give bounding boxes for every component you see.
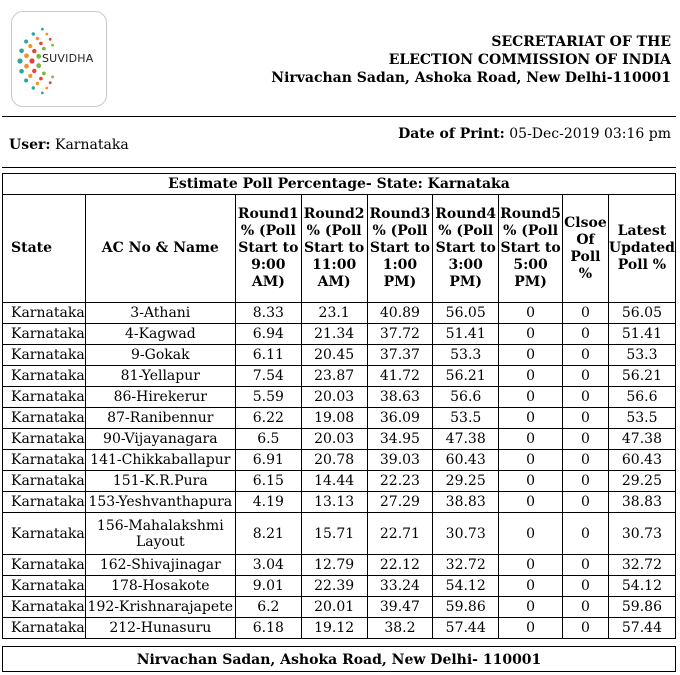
- table-cell: 7.54: [235, 366, 301, 387]
- table-cell: 53.5: [608, 408, 675, 429]
- col-header-state: State: [3, 195, 86, 303]
- logo-dot: [32, 32, 35, 35]
- table-row: [3, 303, 676, 324]
- table-cell: 178-Hosakote: [85, 576, 235, 597]
- logo-dot: [39, 77, 43, 81]
- table-row: [3, 429, 676, 450]
- logo-dot: [42, 72, 46, 76]
- table-row: [3, 513, 676, 555]
- table-cell: 40.89: [367, 303, 433, 324]
- table-cell: 3.04: [235, 555, 301, 576]
- table-cell: 0: [563, 345, 609, 366]
- table-cell: 54.12: [433, 576, 499, 597]
- print-label: Date of Print:: [398, 126, 505, 142]
- table-cell: 0: [563, 429, 609, 450]
- table-cell: 56.6: [433, 387, 499, 408]
- table-cell: 0: [563, 492, 609, 513]
- table-cell: 6.5: [235, 429, 301, 450]
- table-cell: Karnataka: [3, 492, 86, 513]
- col-header-round1: Round1 % (Poll Start to 9:00 AM): [235, 195, 301, 303]
- col-header-latest: Latest Updated Poll %: [608, 195, 675, 303]
- table-cell: 23.87: [301, 366, 367, 387]
- table-cell: 0: [563, 471, 609, 492]
- table-cell: 41.72: [367, 366, 433, 387]
- table-cell: 59.86: [608, 597, 675, 618]
- logo-dot: [36, 82, 39, 85]
- table-cell: Karnataka: [3, 513, 86, 555]
- table-cell: 57.44: [433, 618, 499, 639]
- table-cell: 0: [563, 450, 609, 471]
- logo-dot: [29, 58, 34, 63]
- table-cell: 0: [563, 408, 609, 429]
- table-cell: 6.22: [235, 408, 301, 429]
- table-cell: 32.72: [608, 555, 675, 576]
- table-cell: 51.41: [608, 324, 675, 345]
- user-info: [9, 137, 129, 153]
- org-line-1: SECRETARIAT OF THE: [491, 34, 671, 50]
- table-cell: 34.95: [367, 429, 433, 450]
- table-cell: 37.37: [367, 345, 433, 366]
- logo-dot: [41, 28, 44, 31]
- table-cell: 0: [499, 576, 563, 597]
- print-value: 05-Dec-2019 03:16 pm: [509, 126, 671, 142]
- table-cell: 56.6: [608, 387, 675, 408]
- col-header-round4: Round4 % (Poll Start to 3:00 PM): [433, 195, 499, 303]
- col-header-close: Clsoe Of Poll %: [563, 195, 609, 303]
- table-cell: Karnataka: [3, 408, 86, 429]
- table-cell: Karnataka: [3, 450, 86, 471]
- table-cell: 156-Mahalakshmi Layout: [85, 513, 235, 555]
- table-cell: 51.41: [433, 324, 499, 345]
- table-cell: Karnataka: [3, 366, 86, 387]
- logo-dot: [45, 87, 48, 90]
- table-cell: 153-Yeshvanthapura: [85, 492, 235, 513]
- table-cell: 56.21: [608, 366, 675, 387]
- table-cell: 9.01: [235, 576, 301, 597]
- table-cell: 0: [563, 366, 609, 387]
- table-cell: Karnataka: [3, 324, 86, 345]
- logo-dot: [32, 86, 35, 89]
- table-cell: 21.34: [301, 324, 367, 345]
- table-cell: 39.47: [367, 597, 433, 618]
- table-cell: 13.13: [301, 492, 367, 513]
- table-cell: Karnataka: [3, 345, 86, 366]
- table-cell: 29.25: [433, 471, 499, 492]
- col-header-round5: Round5 % (Poll Start to 5:00 PM): [499, 195, 563, 303]
- table-cell: 57.44: [608, 618, 675, 639]
- logo-dot: [19, 69, 24, 74]
- table-cell: 8.21: [235, 513, 301, 555]
- logo-dot: [32, 49, 36, 53]
- organisation-header: [271, 33, 671, 87]
- table-cell: 0: [563, 576, 609, 597]
- user-label: User:: [9, 137, 51, 153]
- logo-text: SUVIDHA: [42, 52, 94, 65]
- table-cell: 4.19: [235, 492, 301, 513]
- table-cell: Karnataka: [3, 471, 86, 492]
- table-cell: 87-Ranibennur: [85, 408, 235, 429]
- table-cell: 20.03: [301, 387, 367, 408]
- table-cell: 8.33: [235, 303, 301, 324]
- table-cell: 0: [499, 450, 563, 471]
- table-cell: Karnataka: [3, 597, 86, 618]
- table-cell: 0: [499, 513, 563, 555]
- table-cell: 0: [499, 324, 563, 345]
- table-cell: 32.72: [433, 555, 499, 576]
- table-cell: 47.38: [433, 429, 499, 450]
- table-cell: Karnataka: [3, 387, 86, 408]
- table-cell: 0: [499, 471, 563, 492]
- table-cell: 0: [563, 597, 609, 618]
- table-cell: 27.29: [367, 492, 433, 513]
- table-cell: 12.79: [301, 555, 367, 576]
- table-cell: 0: [499, 303, 563, 324]
- table-cell: 4-Kagwad: [85, 324, 235, 345]
- table-cell: 0: [563, 618, 609, 639]
- table-cell: 60.43: [608, 450, 675, 471]
- logo-dot: [17, 58, 22, 63]
- logo-dot: [24, 64, 29, 69]
- logo-dot: [51, 76, 54, 79]
- table-cell: 53.5: [433, 408, 499, 429]
- col-header-round2: Round2 % (Poll Start to 11:00 AM): [301, 195, 367, 303]
- table-row: [3, 492, 676, 513]
- table-header-row: [3, 195, 676, 303]
- table-cell: 15.71: [301, 513, 367, 555]
- table-cell: 54.12: [608, 576, 675, 597]
- footer-address: Nirvachan Sadan, Ashoka Road, New Delhi- 110001: [2, 646, 676, 672]
- table-cell: 6.91: [235, 450, 301, 471]
- table-cell: 47.38: [608, 429, 675, 450]
- table-cell: 23.1: [301, 303, 367, 324]
- logo-dot: [51, 44, 54, 47]
- table-cell: 3-Athani: [85, 303, 235, 324]
- table-cell: 151-K.R.Pura: [85, 471, 235, 492]
- org-line-3: Nirvachan Sadan, Ashoka Road, New Delhi-110001: [271, 70, 671, 86]
- table-cell: 56.05: [608, 303, 675, 324]
- table-cell: 37.72: [367, 324, 433, 345]
- logo-dot: [49, 81, 52, 84]
- table-cell: 30.73: [433, 513, 499, 555]
- table-cell: 6.15: [235, 471, 301, 492]
- table-cell: 192-Krishnarajapete: [85, 597, 235, 618]
- table-row: [3, 576, 676, 597]
- table-cell: 33.24: [367, 576, 433, 597]
- table-cell: 0: [499, 597, 563, 618]
- table-row: [3, 387, 676, 408]
- logo-dot: [32, 69, 36, 73]
- logo-dot: [36, 63, 41, 68]
- table-row: [3, 618, 676, 639]
- logo-dot: [24, 79, 28, 83]
- table-cell: 0: [563, 555, 609, 576]
- table-cell: 0: [499, 387, 563, 408]
- logo-dot: [36, 54, 41, 59]
- table-row: [3, 555, 676, 576]
- table-cell: 39.03: [367, 450, 433, 471]
- logo-dot: [24, 40, 28, 44]
- table-cell: 20.45: [301, 345, 367, 366]
- table-row: [3, 324, 676, 345]
- logo-dot: [28, 74, 32, 78]
- table-cell: Karnataka: [3, 555, 86, 576]
- table-cell: 53.3: [433, 345, 499, 366]
- table-row: [3, 597, 676, 618]
- logo-dot: [45, 33, 48, 36]
- table-cell: 0: [499, 408, 563, 429]
- table-cell: 0: [563, 513, 609, 555]
- logo-dot: [19, 49, 24, 54]
- print-date: [398, 126, 671, 142]
- table-cell: Karnataka: [3, 429, 86, 450]
- table-cell: 60.43: [433, 450, 499, 471]
- table-row: [3, 471, 676, 492]
- table-cell: Karnataka: [3, 576, 86, 597]
- table-cell: 19.12: [301, 618, 367, 639]
- table-cell: Karnataka: [3, 303, 86, 324]
- table-cell: 20.03: [301, 429, 367, 450]
- table-cell: 0: [499, 366, 563, 387]
- logo-dot: [28, 44, 32, 48]
- table-cell: 6.94: [235, 324, 301, 345]
- table-cell: 30.73: [608, 513, 675, 555]
- table-cell: 86-Hirekerur: [85, 387, 235, 408]
- table-cell: 38.83: [433, 492, 499, 513]
- table-cell: 9-Gokak: [85, 345, 235, 366]
- suvidha-logo: [11, 11, 107, 107]
- table-cell: 0: [563, 387, 609, 408]
- meta-divider: [2, 167, 676, 168]
- col-header-ac: AC No & Name: [85, 195, 235, 303]
- logo-dot: [49, 38, 52, 41]
- logo-dot: [24, 53, 29, 58]
- table-cell: 5.59: [235, 387, 301, 408]
- table-cell: 38.63: [367, 387, 433, 408]
- table-cell: 22.39: [301, 576, 367, 597]
- table-row: [3, 450, 676, 471]
- table-cell: 0: [499, 618, 563, 639]
- table-cell: 20.01: [301, 597, 367, 618]
- table-row: [3, 345, 676, 366]
- col-header-round3: Round3 % (Poll Start to 1:00 PM): [367, 195, 433, 303]
- table-cell: 36.09: [367, 408, 433, 429]
- logo-dot: [39, 42, 43, 46]
- table-row: [3, 408, 676, 429]
- table-cell: 22.12: [367, 555, 433, 576]
- table-cell: 38.83: [608, 492, 675, 513]
- table-cell: 22.71: [367, 513, 433, 555]
- table-cell: 56.05: [433, 303, 499, 324]
- table-cell: 53.3: [608, 345, 675, 366]
- org-line-2: ELECTION COMMISSION OF INDIA: [388, 52, 671, 68]
- table-cell: 0: [499, 492, 563, 513]
- table-cell: 19.08: [301, 408, 367, 429]
- table-cell: Karnataka: [3, 618, 86, 639]
- table-cell: 6.18: [235, 618, 301, 639]
- table-cell: 0: [563, 324, 609, 345]
- table-row: [3, 366, 676, 387]
- table-cell: 162-Shivajinagar: [85, 555, 235, 576]
- table-cell: 0: [563, 303, 609, 324]
- table-cell: 0: [499, 429, 563, 450]
- table-cell: 20.78: [301, 450, 367, 471]
- logo-dot: [36, 37, 39, 40]
- table-cell: 6.11: [235, 345, 301, 366]
- table-cell: 22.23: [367, 471, 433, 492]
- table-cell: 81-Yellapur: [85, 366, 235, 387]
- table-cell: 141-Chikkaballapur: [85, 450, 235, 471]
- logo-dot: [42, 47, 46, 51]
- header-divider: [2, 116, 676, 117]
- table-cell: 0: [499, 555, 563, 576]
- table-cell: 6.2: [235, 597, 301, 618]
- table-cell: 29.25: [608, 471, 675, 492]
- table-cell: 59.86: [433, 597, 499, 618]
- table-cell: 0: [499, 345, 563, 366]
- table-cell: 90-Vijayanagara: [85, 429, 235, 450]
- logo-dot: [41, 92, 44, 95]
- user-value: Karnataka: [55, 137, 129, 153]
- table-cell: 212-Hunasuru: [85, 618, 235, 639]
- table-cell: 14.44: [301, 471, 367, 492]
- table-cell: 38.2: [367, 618, 433, 639]
- table-cell: 56.21: [433, 366, 499, 387]
- table-title: Estimate Poll Percentage- State: Karnataka: [3, 174, 676, 195]
- poll-percentage-table: [2, 173, 676, 639]
